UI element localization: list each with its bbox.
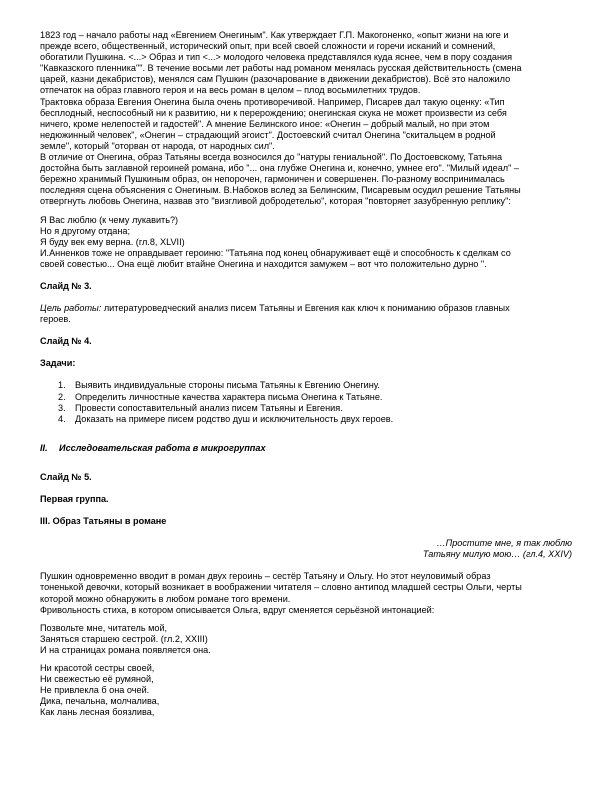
- text-line: земле", который "оторван от народа, от народных сил".: [40, 140, 275, 151]
- slide-5-heading: Слайд № 5.: [40, 471, 92, 482]
- text-line: которой можно обнаружить в любом романе того времени.: [40, 593, 291, 604]
- text-line: "Кавказского пленника"". В течение восьми лет работы над романом менялась русская действительность (смена: [40, 63, 522, 74]
- text-line: обогатили Пушкина. <...> Образ и тип <...> молодого человека представлялся куда яснее, чем в пору создания: [40, 52, 513, 63]
- slide-3-heading: Слайд № 3.: [40, 280, 92, 291]
- text-line: последняя сцена объяснения с Онегиным. В.Набоков вслед за Белинским, Писаревым осудил решение Татьяны: [40, 185, 521, 196]
- list-item: [58, 380, 572, 391]
- tasks-heading: Задачи:: [40, 358, 76, 369]
- epigraph-line: …Простите мне, я так люблю: [436, 538, 572, 549]
- verse-line: Дика, печальна, молчалива,: [40, 696, 160, 707]
- epigraph-line: Татьяну милую мою… (гл.4, XXIV): [422, 549, 572, 560]
- text-line: достойна быть заглавной героиней романа, ибо "... она глубже Онегина и, конечно, умнее его". "Милый идеал" –: [40, 163, 519, 174]
- pushkin-paragraph: [40, 571, 572, 615]
- verse-line: Заняться старшею сестрой. (гл.2, XXIII): [40, 633, 208, 644]
- quote-line: Я Вас люблю (к чему лукавить?): [40, 214, 179, 225]
- quote-line: Я буду век ему верна. (гл.8, XLVII): [40, 236, 185, 247]
- intro-paragraph: [40, 30, 572, 208]
- text-line: недюжинный человек", «Онегин – страдающий эгоист". Достоевский считал Онегина "скитальцем в родной: [40, 129, 496, 140]
- list-item-text: Выявить индивидуальные стороны письма Татьяны к Евгению Онегину.: [75, 380, 380, 391]
- verse-line: Как лань лесная боязлива,: [40, 707, 155, 718]
- text-line: отвергнуть любовь Онегина, назвав это "визгливой добродетелью", которая "повторяет зазубренную реплику":: [40, 196, 511, 207]
- text-line: В отличие от Онегина, образ Татьяны всегда возносился до "натуры гениальной". По Достоевскому, Татьяна: [40, 152, 503, 163]
- text-line: бережно хранимый Пушкиным образ, он непорочен, гармоничен и совершенен. По-разному воспринималась: [40, 174, 505, 185]
- text-line: ничего, кроме нелепостей и гадостей". А мнение Белинского иное: «Онегин – добрый малый, но при этом: [40, 118, 490, 129]
- verse-older-sister: [40, 623, 572, 656]
- text-line: И.Анненков тоже не оправдывает героиню: "Татьяна под конец обнаруживает ещё и способность к сделкам со: [40, 247, 511, 258]
- text-line: [40, 303, 572, 314]
- list-item-number: 2.: [58, 391, 66, 402]
- list-item-text: Провести сопоставительный анализ писем Татьяны и Евгения.: [75, 402, 343, 413]
- text-line: героев.: [40, 314, 71, 325]
- text-line: царей, казни декабристов), менялся сам Пушкин (разочарование в движении декабристов). Всё это наложило: [40, 74, 511, 85]
- verse-line: Ни свежестью её румяной,: [40, 674, 154, 685]
- section-number: II.: [40, 442, 48, 453]
- annenkov-paragraph: [40, 248, 572, 270]
- list-item: [58, 392, 572, 403]
- quote-line: Но я другому отдана;: [40, 225, 131, 236]
- slide-4-heading: Слайд № 4.: [40, 336, 92, 347]
- text-line: тоненькой девочки, который возникает в воображении читателя – словно антипод младшей сестры Ольги, черты: [40, 582, 522, 593]
- epigraph: [40, 538, 572, 560]
- text-line: своей совестью... Она ещё любит втайне Онегина и находится замужем – вот что положительно дурно ".: [40, 258, 487, 269]
- text-line: Пушкин одновременно вводит в роман двух героинь – сестёр Татьяну и Ольгу. Но этот неуловимый образ: [40, 571, 491, 582]
- text-line: Фривольность стиха, в котором описывается Ольга, вдруг сменяется серьёзной интонацией:: [40, 604, 435, 615]
- text-line: бесплодный, неспособный ни к развитию, ни к перерождению; онегинская скука не может произвести из себя: [40, 107, 507, 118]
- list-item-number: 1.: [58, 380, 66, 391]
- quote-tatiana: [40, 215, 572, 248]
- tasks-list: [40, 380, 572, 424]
- verse-line: Ни красотой сестры своей,: [40, 663, 155, 674]
- goal-paragraph: [40, 303, 572, 325]
- verse-line: И на страницах романа появляется она.: [40, 644, 211, 655]
- section-heading: [40, 443, 572, 454]
- list-item-text: Определить личностные качества характера письма Онегина к Татьяне.: [75, 391, 383, 402]
- list-item: [58, 414, 572, 425]
- list-item-text: Доказать на примере писем родство душ и исключительность двух героев.: [75, 413, 394, 424]
- text-line: отпечаток на образ главного героя и на весь роман в целом – плод восьмилетних трудов.: [40, 85, 421, 96]
- list-item-number: 4.: [58, 413, 66, 424]
- goal-text: литературоведческий анализ писем Татьяны и Евгения как ключ к пониманию образов главных: [101, 303, 510, 314]
- verse-line: Позвольте мне, читатель мой,: [40, 622, 168, 633]
- list-item-number: 3.: [58, 402, 66, 413]
- list-item: [58, 403, 572, 414]
- text-line: Трактовка образа Евгения Онегина была очень противоречивой. Например, Писарев дал такую оценку: «Тип: [40, 96, 505, 107]
- verse-line: Не привлекла б она очей.: [40, 685, 150, 696]
- goal-label: Цель работы:: [40, 303, 102, 314]
- text-line: прежде всего, общественный, исторический опыт, при всей своей сложности и горечи исканий и сомнений,: [40, 41, 496, 52]
- text-line: 1823 год – начало работы над «Евгением Онегиным". Как утверждает Г.П. Макогоненко, «опыт жизни на юге и: [40, 30, 509, 40]
- verse-tatiana: [40, 663, 572, 718]
- group-heading: Первая группа.: [40, 494, 109, 504]
- section-title: Исследовательская работа в микрогруппах: [59, 442, 266, 453]
- part-3-heading: III. Образ Татьяны в романе: [40, 516, 167, 527]
